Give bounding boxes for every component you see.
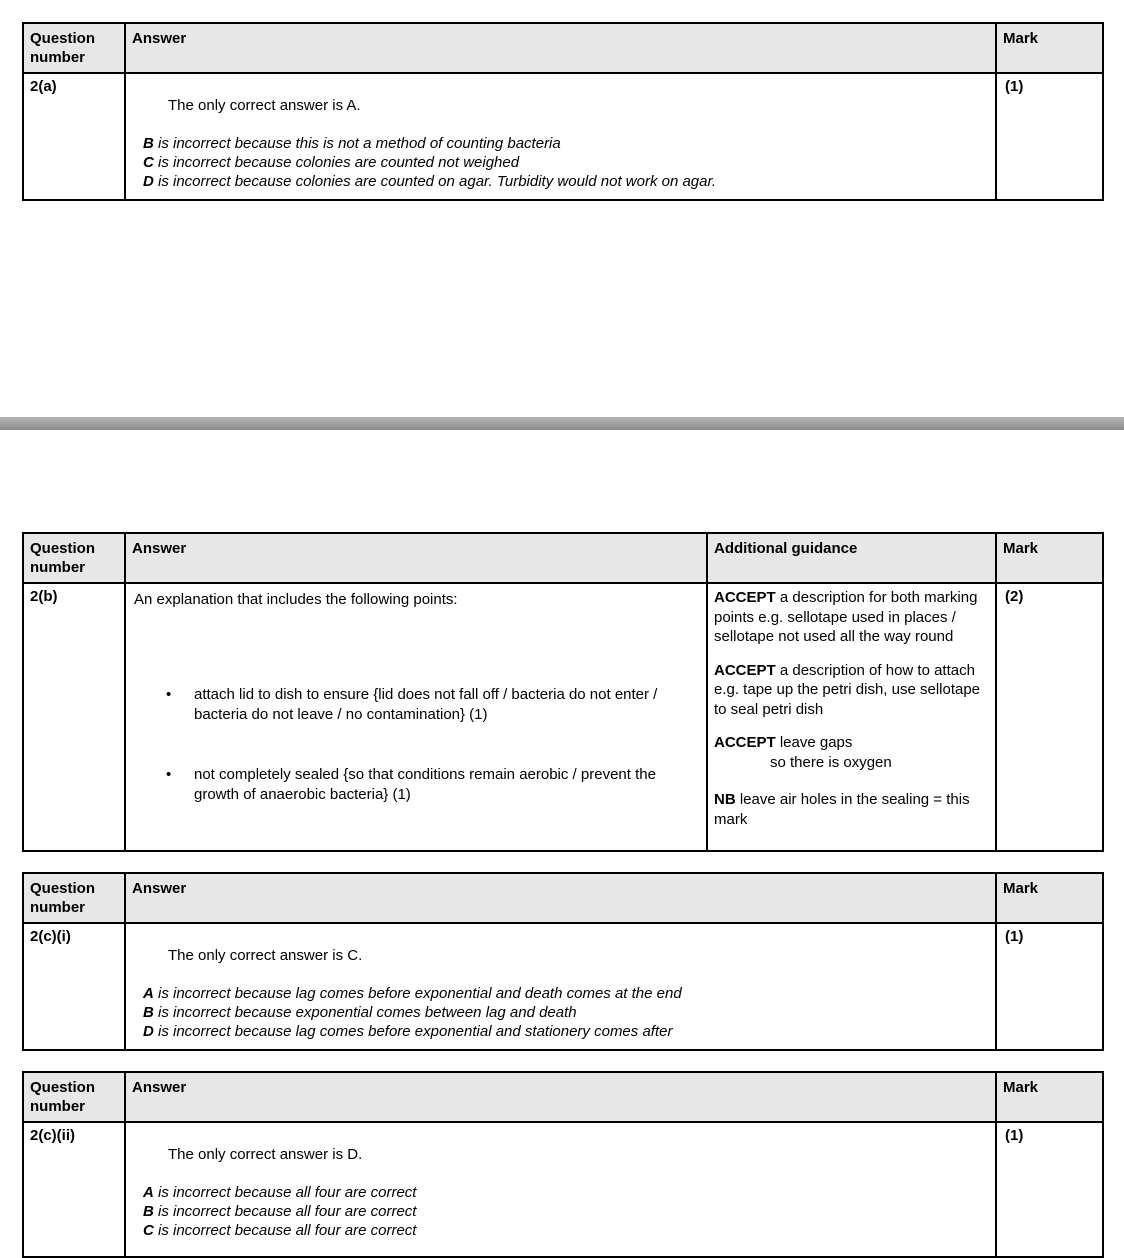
- answer-header: Answer: [125, 1072, 996, 1122]
- guidance-text: leave gaps: [775, 734, 853, 751]
- mark-cell: (1): [996, 1122, 1103, 1257]
- question-number-header: Question number: [23, 1072, 125, 1122]
- answer-header: Answer: [125, 873, 996, 923]
- bullet-icon: •: [166, 766, 172, 783]
- page-separator: [0, 417, 1124, 430]
- bullet-icon: •: [166, 686, 172, 703]
- option-reason: is incorrect because this is not a method of counting bacteria: [153, 135, 561, 152]
- option-letter: C: [143, 154, 154, 171]
- question-number-cell: 2(b): [23, 583, 125, 851]
- additional-guidance-cell: [707, 583, 996, 851]
- answer-cell: [125, 1122, 996, 1257]
- answer-cell: [125, 923, 996, 1050]
- option-letter: B: [143, 1203, 154, 1220]
- additional-guidance-header: Additional guidance: [707, 533, 996, 583]
- mark-scheme-table-2cii: [22, 1071, 1104, 1258]
- incorrect-line: [143, 134, 987, 153]
- question-number-header: Question number: [23, 23, 125, 73]
- answer-header: Answer: [125, 533, 707, 583]
- incorrect-options: [143, 1183, 987, 1240]
- guidance-text: a description for both marking points e.g. sellotape used in places / sellotape not used all the way round: [714, 589, 978, 645]
- marking-point: [166, 685, 698, 725]
- question-number-header: Question number: [23, 533, 125, 583]
- mark-cell: (1): [996, 73, 1103, 200]
- question-number-cell: 2(c)(ii): [23, 1122, 125, 1257]
- guidance-keyword: NB: [714, 791, 736, 808]
- correct-answer-line: The only correct answer is A.: [168, 97, 361, 114]
- table-row: [23, 583, 1103, 851]
- incorrect-line: [143, 153, 987, 172]
- question-number-header: Question number: [23, 873, 125, 923]
- guidance-paragraph: [714, 661, 989, 720]
- table-row: [23, 923, 1103, 1050]
- mark-header: Mark: [996, 873, 1103, 923]
- guidance-indented-line: so there is oxygen: [770, 753, 892, 771]
- marking-point-text: not completely sealed {so that conditions remain aerobic / prevent the growth of anaerobic bacteria} (1): [194, 766, 656, 803]
- header-row: [23, 23, 1103, 73]
- header-row: [23, 873, 1103, 923]
- option-letter: B: [143, 1004, 154, 1021]
- option-reason: is incorrect because colonies are counted on agar. Turbidity would not work on agar.: [153, 173, 717, 190]
- option-letter: B: [143, 135, 154, 152]
- guidance-keyword: ACCEPT: [714, 589, 776, 606]
- correct-answer-line: The only correct answer is D.: [168, 1146, 363, 1163]
- option-letter: D: [143, 1023, 154, 1040]
- header-row: [23, 1072, 1103, 1122]
- header-row: [23, 533, 1103, 583]
- incorrect-line: [143, 1003, 987, 1022]
- option-reason: is incorrect because colonies are counted not weighed: [153, 154, 520, 171]
- table-row: [23, 73, 1103, 200]
- option-reason: is incorrect because all four are correct: [153, 1222, 417, 1239]
- guidance-paragraph: [714, 588, 989, 647]
- mark-header: Mark: [996, 533, 1103, 583]
- guidance-keyword: ACCEPT: [714, 734, 776, 751]
- correct-answer-line: The only correct answer is C.: [168, 947, 363, 964]
- marking-point-text: attach lid to dish to ensure {lid does not fall off / bacteria do not enter / bacteria do not leave / no contamination} (1): [194, 686, 658, 723]
- mark-header: Mark: [996, 23, 1103, 73]
- question-number-cell: 2(a): [23, 73, 125, 200]
- guidance-keyword: ACCEPT: [714, 661, 776, 679]
- incorrect-line: [143, 1202, 987, 1221]
- option-reason: is incorrect because lag comes before exponential and death comes at the end: [153, 985, 682, 1002]
- option-letter: A: [143, 985, 154, 1002]
- guidance-paragraph: [714, 733, 989, 772]
- mark-cell: (1): [996, 923, 1103, 1050]
- incorrect-options: [143, 984, 987, 1041]
- mark-header: Mark: [996, 1072, 1103, 1122]
- table-row: [23, 1122, 1103, 1257]
- guidance-paragraph: [714, 790, 989, 829]
- guidance-text: leave air holes in the sealing = this mark: [714, 791, 970, 828]
- option-reason: is incorrect because exponential comes between lag and death: [153, 1004, 577, 1021]
- mark-cell: (2): [996, 583, 1103, 851]
- marking-point: [166, 765, 698, 805]
- option-letter: D: [143, 173, 154, 190]
- answer-header: Answer: [125, 23, 996, 73]
- question-number-cell: 2(c)(i): [23, 923, 125, 1050]
- incorrect-line: [143, 1183, 987, 1202]
- mark-scheme-table-2b: [22, 532, 1104, 852]
- option-letter: C: [143, 1222, 154, 1239]
- option-reason: is incorrect because lag comes before exponential and stationery comes after: [153, 1023, 673, 1040]
- option-letter: A: [143, 1184, 154, 1201]
- mark-scheme-table-2ci: [22, 872, 1104, 1051]
- answer-intro: An explanation that includes the following points:: [134, 591, 458, 608]
- guidance-text: a description of how to attach e.g. tape up the petri dish, use sellotape to seal petri dish: [714, 661, 981, 718]
- incorrect-line: [143, 1022, 987, 1041]
- answer-cell: [125, 583, 707, 851]
- option-reason: is incorrect because all four are correct: [153, 1203, 417, 1220]
- incorrect-line: [143, 984, 987, 1003]
- incorrect-options: [143, 134, 987, 191]
- incorrect-line: [143, 172, 987, 191]
- option-reason: is incorrect because all four are correct: [153, 1184, 417, 1201]
- answer-cell: [125, 73, 996, 200]
- mark-scheme-table-2a: [22, 22, 1104, 201]
